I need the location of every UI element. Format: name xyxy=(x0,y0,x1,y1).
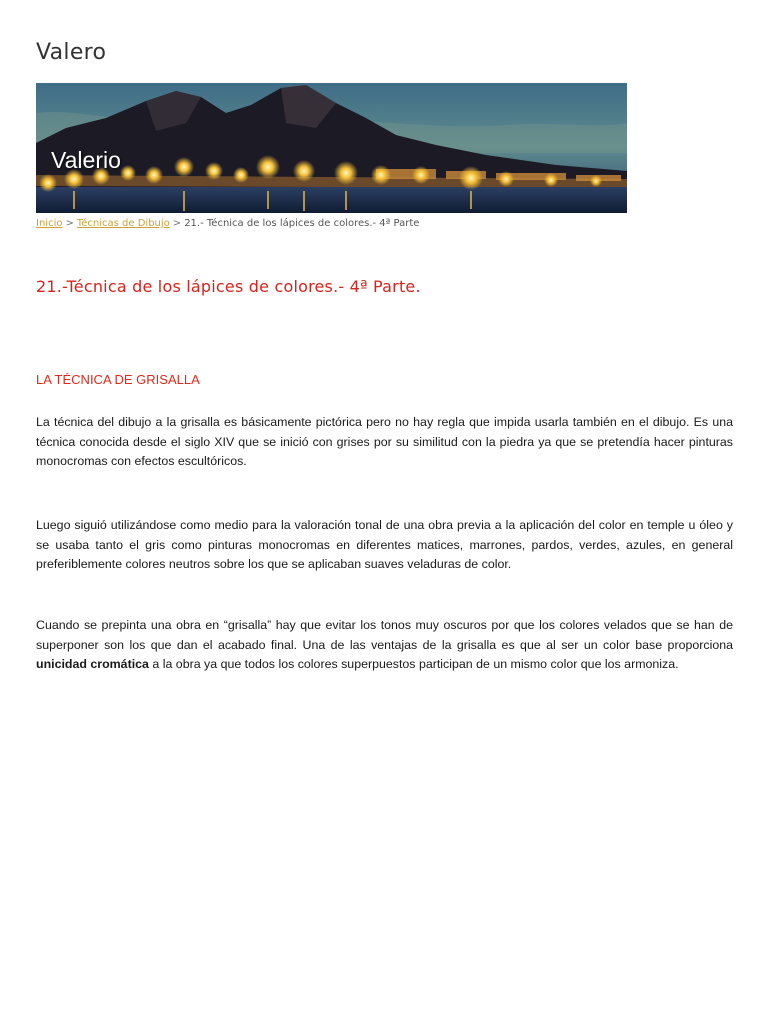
article-paragraph: Luego siguió utilizándose como medio para la valoración tonal de una obra previa a la aplicación del color en temple u óleo y se usaba tanto el gris como pinturas monocromas en diferentes matices, marrones, pardos, verdes, azules, en general preferiblemente colores neutros sobre los que se aplicaban suaves veladuras de color. xyxy=(36,518,733,571)
breadcrumb xyxy=(36,218,419,229)
section-heading: LA TÉCNICA DE GRISALLA xyxy=(36,372,200,387)
banner-signature-text: Valerio xyxy=(51,147,121,173)
article-paragraph xyxy=(36,616,733,675)
breadcrumb-category-link[interactable]: Técnicas de Dibujo xyxy=(76,218,170,229)
site-title[interactable]: Valero xyxy=(36,40,107,65)
breadcrumb-separator: > xyxy=(65,218,74,229)
page-title: 21.-Técnica de los lápices de colores.- 4ª Parte. xyxy=(36,277,421,296)
banner-painting xyxy=(36,83,627,213)
breadcrumb-home-link[interactable]: Inicio xyxy=(36,218,63,229)
bold-emphasis: unicidad cromática xyxy=(36,657,149,671)
breadcrumb-current: 21.- Técnica de los lápices de colores.- 4ª Parte xyxy=(184,218,420,229)
header-banner xyxy=(36,83,627,213)
article-paragraph: La técnica del dibujo a la grisalla es básicamente pictórica pero no hay regla que impida usarla también en el dibujo. Es una técnica conocida desde el siglo XIV que se inició con grises por su similitud con la piedra ya que se pretendía hacer pinturas monocromas con efectos escultóricos. xyxy=(36,415,733,468)
paragraph-text: Cuando se prepinta una obra en “grisalla” hay que evitar los tonos muy oscuros por que los colores velados que se han de superponer son los que dan el acabado final. Una de las ventajas de la grisalla es que al ser un color base proporciona xyxy=(36,618,733,652)
breadcrumb-separator: > xyxy=(172,218,182,229)
paragraph-text: a la obra ya que todos los colores superpuestos participan de un mismo color que los armoniza. xyxy=(148,657,679,671)
